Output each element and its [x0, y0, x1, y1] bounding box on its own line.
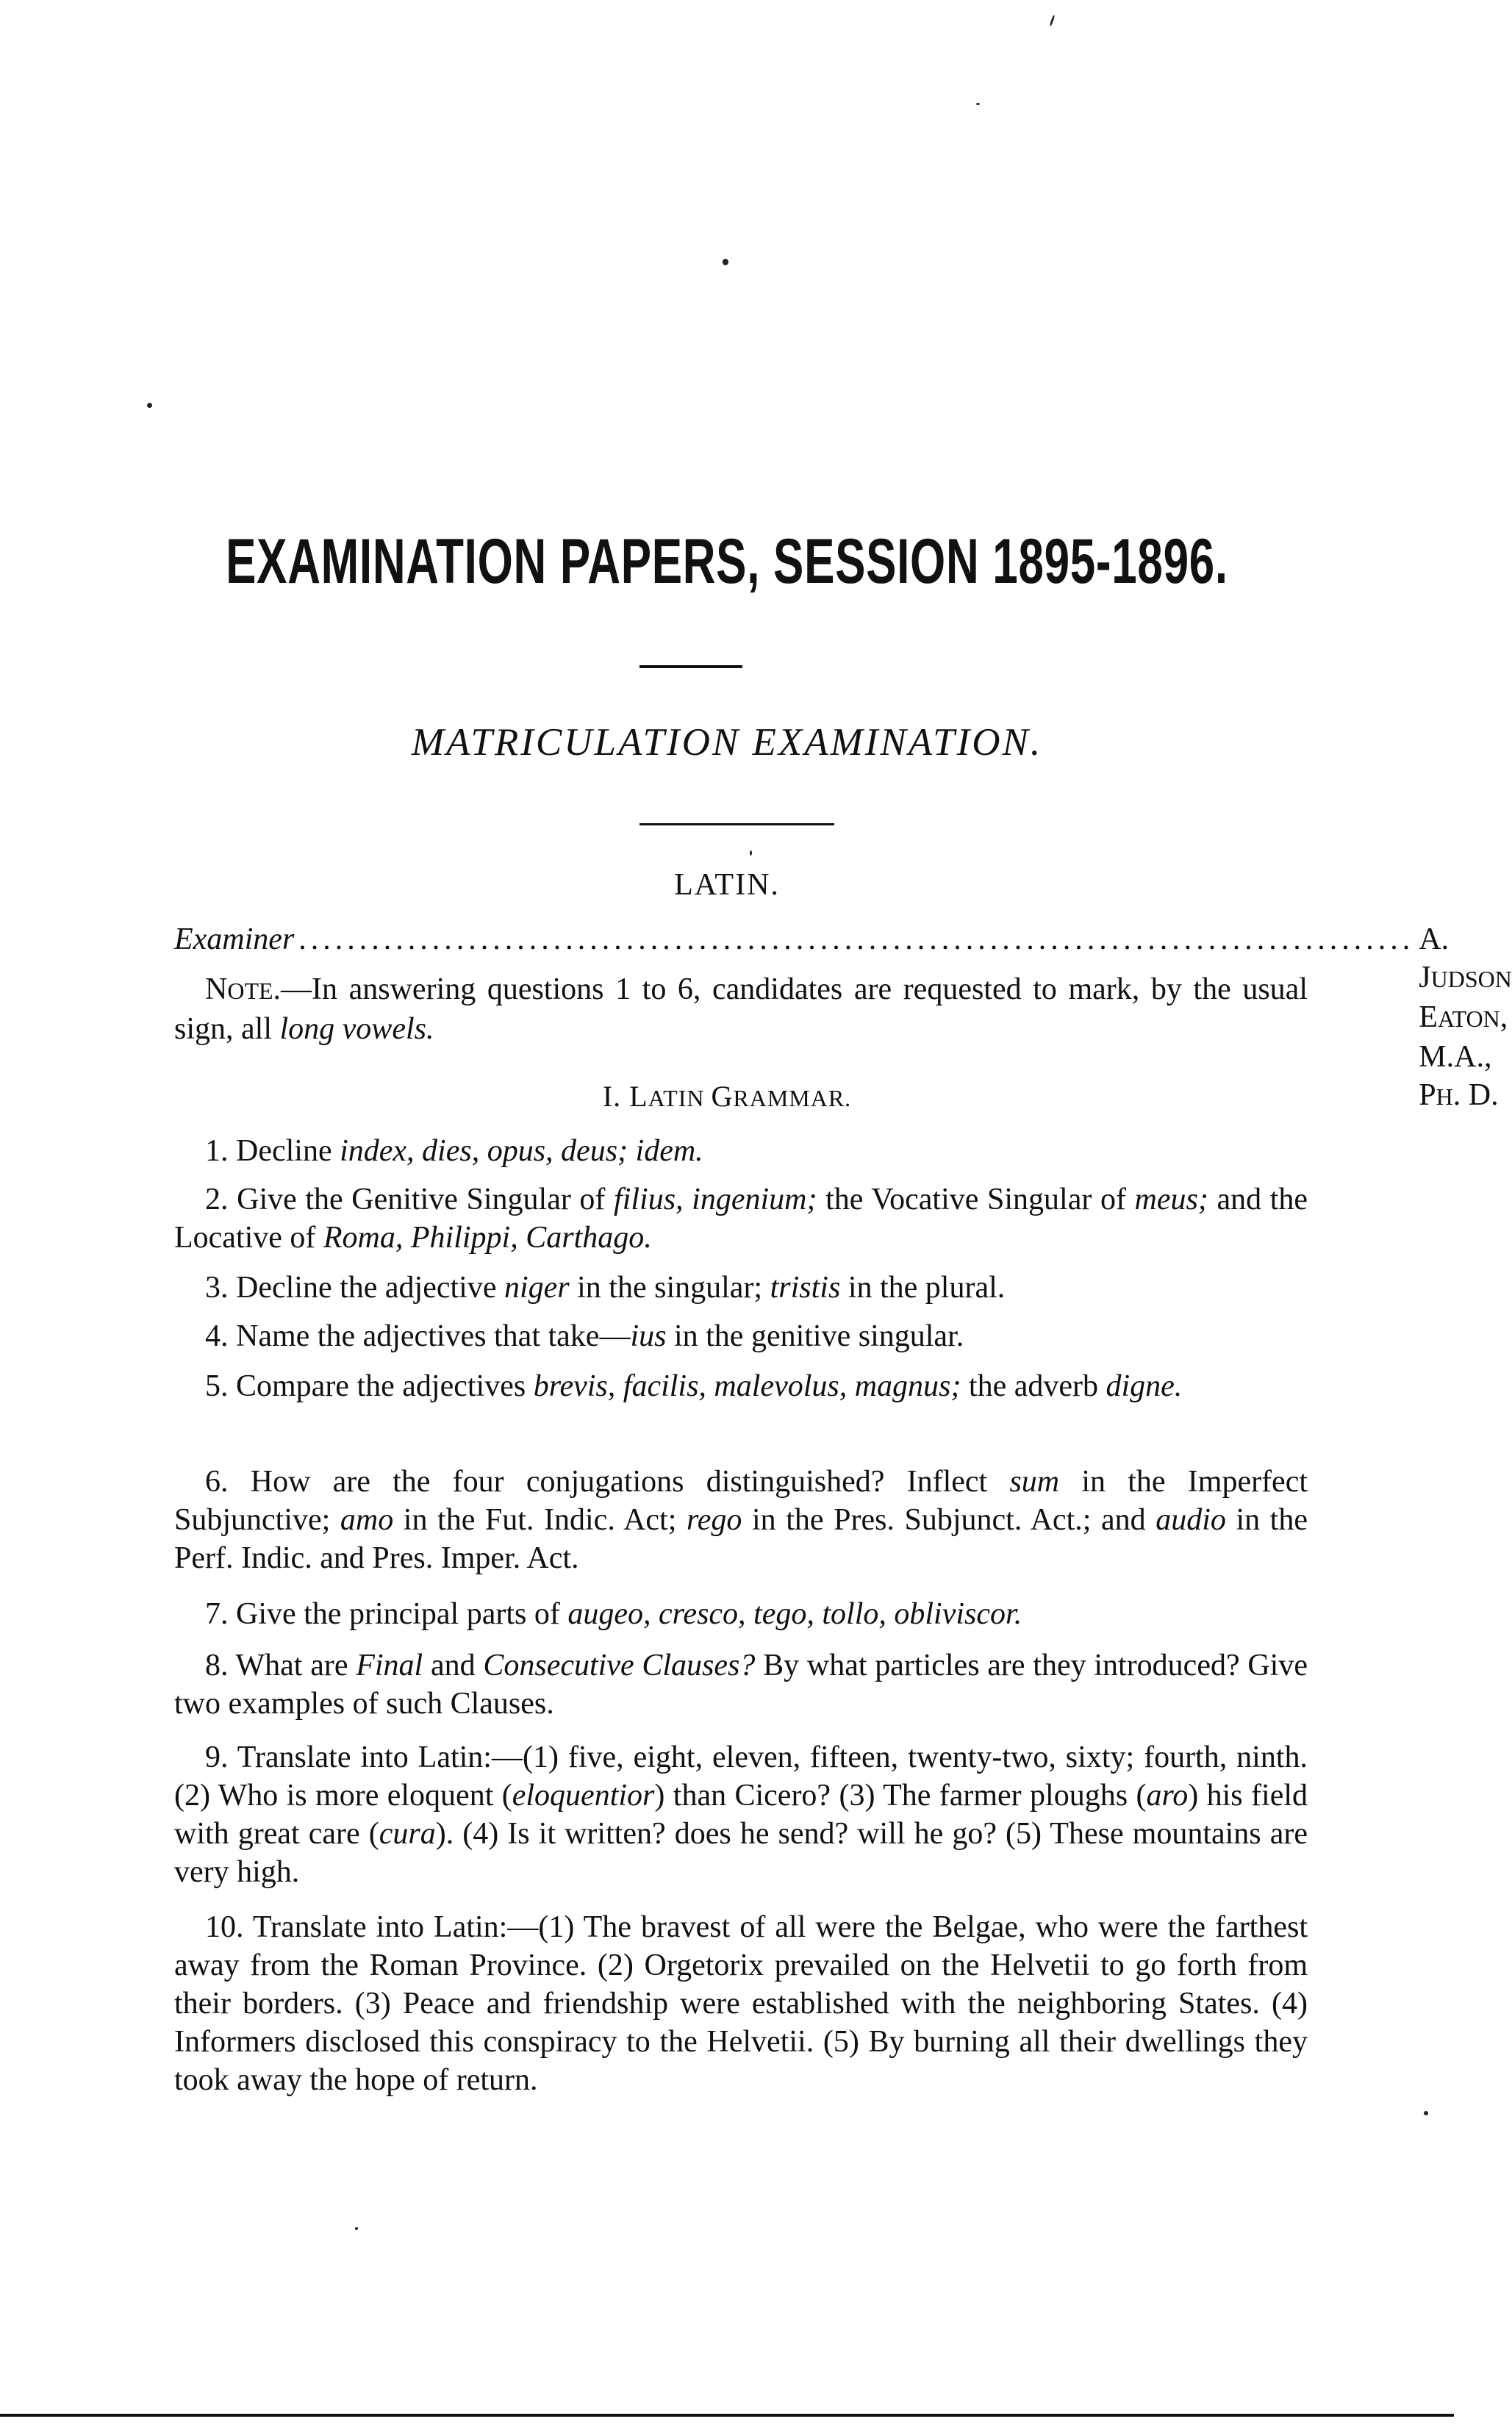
latin-term: meus;	[1134, 1183, 1208, 1216]
question-text: in the genitive singular.	[666, 1319, 964, 1353]
latin-term: Consecutive Clauses?	[483, 1649, 756, 1682]
question-1	[174, 1132, 1308, 1170]
scan-speck	[147, 403, 152, 408]
question-number: 1.	[205, 1134, 236, 1168]
question-6	[174, 1463, 1308, 1577]
question-text: and	[423, 1649, 484, 1682]
scan-speck	[723, 259, 728, 265]
question-2	[174, 1180, 1308, 1257]
exam-subtitle: MATRICULATION EXAMINATION.	[411, 721, 1043, 764]
question-text: the Vocative Singular of	[817, 1183, 1135, 1216]
question-3	[174, 1269, 1308, 1307]
question-number: 6.	[205, 1465, 251, 1499]
bottom-border-rule	[0, 2414, 1454, 2417]
question-text: Decline	[236, 1134, 340, 1168]
question-text: What are	[235, 1649, 356, 1682]
latin-term: augeo, cresco, tego, tollo, obliviscor.	[567, 1597, 1022, 1631]
scan-speck	[750, 850, 752, 856]
question-number: 5.	[205, 1369, 236, 1403]
page-title: EXAMINATION PAPERS, SESSION 1895-1896.	[226, 526, 1228, 597]
question-7	[174, 1595, 1308, 1633]
latin-term: filius, ingenium;	[614, 1183, 817, 1216]
subtitle-divider	[639, 823, 834, 825]
question-8	[174, 1646, 1308, 1723]
question-5	[174, 1367, 1308, 1405]
question-text: in the plural.	[840, 1271, 1006, 1305]
question-number: 3.	[205, 1271, 236, 1305]
question-text: ). (4) Is it written? does he send? will he go? (5) These mountains are very high.	[174, 1817, 1308, 1889]
latin-term: amo	[340, 1503, 394, 1537]
question-number: 10.	[205, 1910, 253, 1944]
latin-term: rego	[686, 1503, 742, 1537]
latin-term: Final	[356, 1649, 423, 1682]
latin-term: ius	[630, 1319, 667, 1353]
question-text: Give the Genitive Singular of	[237, 1183, 615, 1216]
latin-term: index, dies, opus, deus; idem.	[340, 1134, 703, 1168]
subject-heading: LATIN.	[674, 868, 780, 902]
scan-speck	[976, 103, 980, 105]
latin-term: aro	[1146, 1779, 1189, 1813]
dot-leader: ............................................................................................	[298, 922, 1415, 956]
latin-term: eloquentior	[512, 1779, 655, 1813]
question-number: 9.	[205, 1741, 237, 1774]
question-4	[174, 1317, 1308, 1355]
question-9	[174, 1738, 1308, 1891]
question-text: in the singular;	[569, 1271, 770, 1305]
latin-term: niger	[504, 1271, 570, 1305]
question-text: Name the adjectives that take—	[236, 1319, 631, 1353]
question-text: and the Locative of	[174, 1183, 1308, 1255]
examiner-label: Examiner	[174, 922, 295, 956]
question-text: Give the principal parts of	[236, 1597, 568, 1631]
latin-term: cura	[379, 1817, 436, 1851]
latin-term: Roma, Philippi, Carthago.	[323, 1221, 652, 1255]
question-text: Translate into Latin:—(1) five, eight, eleven, fifteen, twenty-two, sixty; fourth, ninth. (2) Who is more eloquent (	[174, 1741, 1308, 1813]
question-number: 2.	[205, 1183, 237, 1216]
question-text: Decline the adjective	[236, 1271, 504, 1305]
latin-term: brevis, facilis, malevolus, magnus;	[533, 1369, 961, 1403]
examiner-name: A. JUDSON EATON, M.A., PH. D.	[1419, 922, 1512, 1112]
latin-term: tristis	[770, 1271, 841, 1305]
question-text: in the Imperfect Subjunctive;	[174, 1465, 1308, 1537]
question-text: in the Perf. Indic. and Pres. Imper. Act.	[174, 1503, 1308, 1575]
section-heading: I. LATIN GRAMMAR.	[602, 1080, 852, 1113]
question-text: Compare the adjectives	[236, 1369, 534, 1403]
question-text: How are the four conjugations distinguished? Inflect	[250, 1465, 1010, 1499]
question-text: Translate into Latin:—(1) The bravest of all were the Belgae, who were the farthest away from the Roman Province. (2) Orgetorix prevailed on the Helvetii to go forth from their borders. (3) Peace and friendship were established with the neighboring States. (4) Informers disclosed this conspiracy to the Helvetii. (5) By burning all their dwellings they took away the hope of return.	[174, 1910, 1308, 2097]
latin-term: audio	[1156, 1503, 1226, 1537]
question-text: in the Fut. Indic. Act;	[393, 1503, 687, 1537]
note-paragraph: NOTE.—In answering questions 1 to 6, candidates are requested to mark, by the usual sign, all long vowels.	[174, 972, 1308, 1046]
scan-speck	[355, 2227, 358, 2230]
question-text: the adverb	[961, 1369, 1106, 1403]
scan-speck	[1424, 2111, 1428, 2115]
latin-term: sum	[1009, 1465, 1060, 1499]
question-number: 7.	[205, 1597, 236, 1631]
question-text: in the Pres. Subjunct. Act.; and	[742, 1503, 1156, 1537]
question-text: ) than Cicero? (3) The farmer ploughs (	[654, 1779, 1147, 1813]
question-text: By what particles are they introduced? Give two examples of such Clauses.	[174, 1649, 1308, 1721]
scan-speck	[1049, 15, 1055, 26]
latin-term: digne.	[1106, 1369, 1183, 1403]
question-number: 8.	[205, 1649, 236, 1682]
question-number: 4.	[205, 1319, 236, 1353]
question-text: ) his field with great care (	[174, 1779, 1308, 1851]
question-10	[174, 1908, 1308, 2099]
title-divider	[639, 665, 742, 668]
